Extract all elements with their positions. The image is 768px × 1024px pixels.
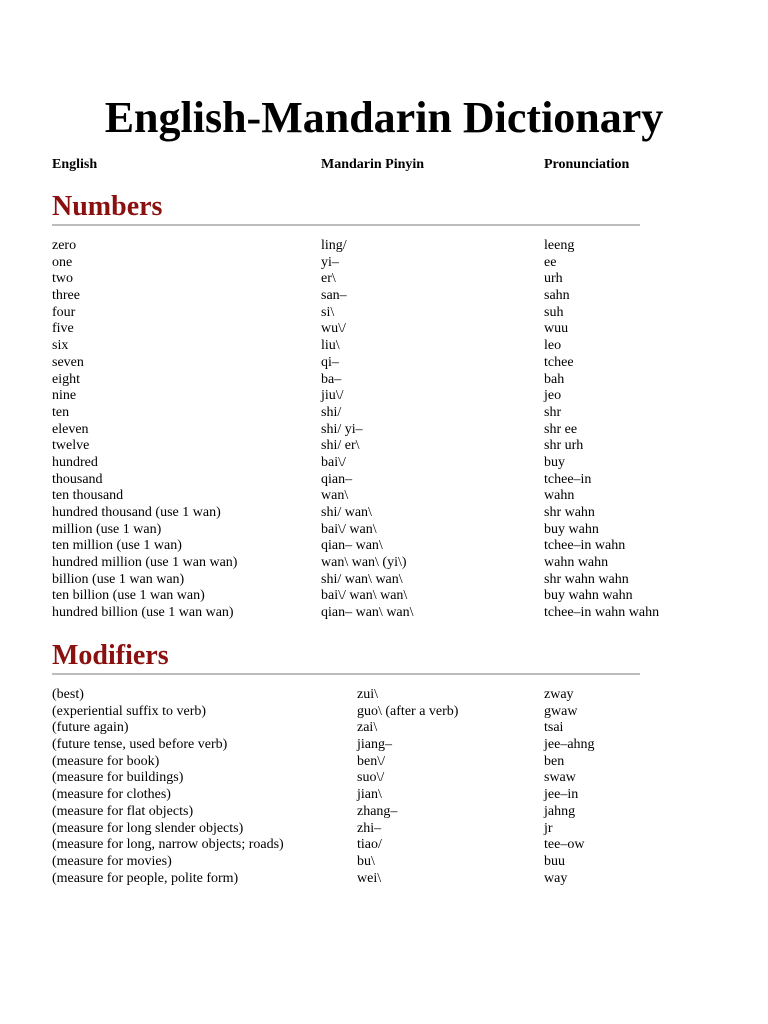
entry-english: five <box>52 321 74 337</box>
entry-pinyin: wan\ wan\ (yi\) <box>321 555 407 571</box>
entry-pronunciation: gwaw <box>544 703 578 719</box>
entry-pinyin: shi/ wan\ wan\ <box>321 571 403 587</box>
entry-english: eleven <box>52 421 89 437</box>
list-item <box>0 522 768 539</box>
list-item <box>0 338 768 355</box>
entry-pronunciation: leeng <box>544 238 575 253</box>
list-item <box>0 455 768 472</box>
list-item <box>0 372 768 389</box>
entry-pinyin: zai\ <box>357 720 378 736</box>
entry-pronunciation: urh <box>544 271 563 287</box>
entry-pinyin: jiu\/ <box>321 388 344 404</box>
entry-english: four <box>52 304 76 320</box>
entry-pronunciation: jee–ahng <box>544 737 595 753</box>
entry-pinyin: zhang– <box>357 803 398 819</box>
entry-english: (measure for buildings) <box>52 770 184 786</box>
list-item <box>0 687 768 704</box>
entry-pronunciation: ben <box>544 753 565 769</box>
entry-pinyin: ba– <box>321 371 342 387</box>
entry-pinyin: suo\/ <box>357 770 385 786</box>
entry-english: (best) <box>52 687 84 702</box>
list-item <box>0 555 768 572</box>
list-item <box>0 770 768 787</box>
list-item <box>0 605 768 622</box>
list-item <box>0 321 768 338</box>
entry-english: (experiential suffix to verb) <box>52 703 207 719</box>
entry-pronunciation: shr ee <box>544 421 578 437</box>
entry-pronunciation: jee–in <box>544 787 579 803</box>
entry-pinyin: qi– <box>321 354 339 370</box>
numbers-list <box>0 238 768 622</box>
list-item <box>0 505 768 522</box>
entry-english: (measure for clothes) <box>52 787 171 803</box>
entry-pinyin: liu\ <box>321 338 340 354</box>
entry-pronunciation: wahn wahn <box>544 555 609 571</box>
entry-english: (measure for people, polite form) <box>52 870 239 886</box>
entry-pronunciation: zway <box>544 687 574 702</box>
header-english: English <box>52 157 98 172</box>
list-item <box>0 787 768 804</box>
entry-pinyin: er\ <box>321 271 336 287</box>
section-title-modifiers: Modifiers <box>52 640 169 671</box>
entry-pinyin: shi/ er\ <box>321 438 360 454</box>
entry-pinyin: bai\/ wan\ wan\ <box>321 588 408 604</box>
entry-pinyin: zhi– <box>357 820 382 836</box>
entry-pronunciation: shr wahn <box>544 505 595 520</box>
entry-english: six <box>52 338 69 354</box>
entry-pronunciation: sahn <box>544 288 570 304</box>
entry-pronunciation: swaw <box>544 770 576 786</box>
entry-pronunciation: buy <box>544 454 565 470</box>
entry-pronunciation: tchee–in wahn <box>544 538 626 554</box>
entry-pronunciation: buy wahn <box>544 521 599 537</box>
entry-pinyin: jian\ <box>357 787 382 803</box>
entry-pinyin: qian– wan\ wan\ <box>321 605 414 621</box>
entry-english: two <box>52 271 73 287</box>
entry-pronunciation: shr wahn wahn <box>544 571 629 587</box>
entry-pronunciation: wahn <box>544 488 575 504</box>
entry-pronunciation: jahng <box>544 803 576 819</box>
entry-pinyin: bai\/ <box>321 454 346 470</box>
list-item <box>0 837 768 854</box>
entry-english: ten <box>52 404 70 420</box>
list-item <box>0 355 768 372</box>
list-item <box>0 472 768 489</box>
entry-pronunciation: shr <box>544 404 562 420</box>
page-title: English-Mandarin Dictionary <box>104 93 664 142</box>
list-item <box>0 488 768 505</box>
entry-pinyin: wei\ <box>357 870 382 886</box>
entry-pinyin: shi/ <box>321 404 342 420</box>
section-divider-numbers <box>52 224 640 226</box>
entry-english: hundred thousand (use 1 wan) <box>52 505 221 520</box>
entry-pronunciation: wuu <box>544 321 569 337</box>
entry-pronunciation: bah <box>544 371 565 387</box>
entry-pronunciation: tsai <box>544 720 564 736</box>
section-divider-modifiers <box>52 673 640 675</box>
list-item <box>0 871 768 888</box>
entry-pinyin: si\ <box>321 304 335 320</box>
entry-english: twelve <box>52 438 90 454</box>
entry-pronunciation: ee <box>544 254 557 270</box>
entry-english: (measure for long, narrow objects; roads) <box>52 837 284 853</box>
entry-pinyin: san– <box>321 288 347 304</box>
entry-english: ten million (use 1 wan) <box>52 538 182 554</box>
list-item <box>0 438 768 455</box>
entry-pronunciation: leo <box>544 338 562 354</box>
list-item <box>0 804 768 821</box>
entry-english: thousand <box>52 471 103 487</box>
entry-english: ten thousand <box>52 488 124 504</box>
entry-pronunciation: way <box>544 870 568 886</box>
entry-english: zero <box>52 238 77 253</box>
header-pronunciation: Pronunciation <box>544 157 630 172</box>
entry-pronunciation: tchee–in wahn wahn <box>544 605 660 621</box>
list-item <box>0 271 768 288</box>
entry-pronunciation: jr <box>544 820 553 836</box>
entry-english: million (use 1 wan) <box>52 521 162 537</box>
section-title-numbers: Numbers <box>52 191 163 222</box>
entry-english: hundred million (use 1 wan wan) <box>52 555 238 571</box>
entry-english: (measure for movies) <box>52 853 172 869</box>
entry-pinyin: qian– wan\ <box>321 538 383 554</box>
list-item <box>0 754 768 771</box>
entry-pronunciation: shr urh <box>544 438 584 454</box>
entry-english: (measure for long slender objects) <box>52 820 244 836</box>
list-item <box>0 288 768 305</box>
modifiers-list <box>0 687 768 887</box>
entry-pinyin: zui\ <box>357 687 378 702</box>
entry-english: (future again) <box>52 720 129 736</box>
list-item <box>0 737 768 754</box>
entry-english: hundred <box>52 454 98 470</box>
entry-pinyin: jiang– <box>357 737 392 753</box>
entry-pinyin: shi/ yi– <box>321 421 363 437</box>
entry-pronunciation: buy wahn wahn <box>544 588 633 604</box>
entry-pinyin: tiao/ <box>357 837 382 853</box>
list-item <box>0 422 768 439</box>
entry-english: nine <box>52 388 77 404</box>
list-item <box>0 588 768 605</box>
list-item <box>0 305 768 322</box>
list-item <box>0 704 768 721</box>
entry-english: (measure for book) <box>52 753 160 769</box>
entry-english: hundred billion (use 1 wan wan) <box>52 605 234 621</box>
entry-pinyin: ling/ <box>321 238 347 253</box>
entry-english: one <box>52 254 73 270</box>
entry-english: (future tense, used before verb) <box>52 737 228 753</box>
list-item <box>0 255 768 272</box>
list-item <box>0 572 768 589</box>
list-item <box>0 720 768 737</box>
entry-english: three <box>52 288 80 304</box>
entry-pronunciation: buu <box>544 853 565 869</box>
entry-pinyin: bai\/ wan\ <box>321 521 377 537</box>
entry-pinyin: shi/ wan\ <box>321 505 372 520</box>
list-item <box>0 821 768 838</box>
entry-pinyin: yi– <box>321 254 339 270</box>
entry-pinyin: wan\ <box>321 488 349 504</box>
entry-english: billion (use 1 wan wan) <box>52 571 185 587</box>
entry-pinyin: wu\/ <box>321 321 346 337</box>
entry-pronunciation: tchee–in <box>544 471 592 487</box>
entry-pinyin: guo\ (after a verb) <box>357 703 459 719</box>
entry-pinyin: bu\ <box>357 853 375 869</box>
list-item <box>0 388 768 405</box>
entry-pronunciation: jeo <box>544 388 562 404</box>
entry-english: ten billion (use 1 wan wan) <box>52 588 205 604</box>
entry-pinyin: ben\/ <box>357 753 385 769</box>
entry-pronunciation: suh <box>544 304 564 320</box>
list-item <box>0 405 768 422</box>
entry-english: (measure for flat objects) <box>52 803 194 819</box>
list-item <box>0 238 768 255</box>
header-pinyin: Mandarin Pinyin <box>321 157 425 172</box>
entry-english: seven <box>52 354 84 370</box>
entry-pinyin: qian– <box>321 471 353 487</box>
entry-pronunciation: tee–ow <box>544 837 585 853</box>
list-item <box>0 538 768 555</box>
entry-english: eight <box>52 371 80 387</box>
column-headers <box>0 157 768 175</box>
entry-pronunciation: tchee <box>544 354 574 370</box>
list-item <box>0 854 768 871</box>
